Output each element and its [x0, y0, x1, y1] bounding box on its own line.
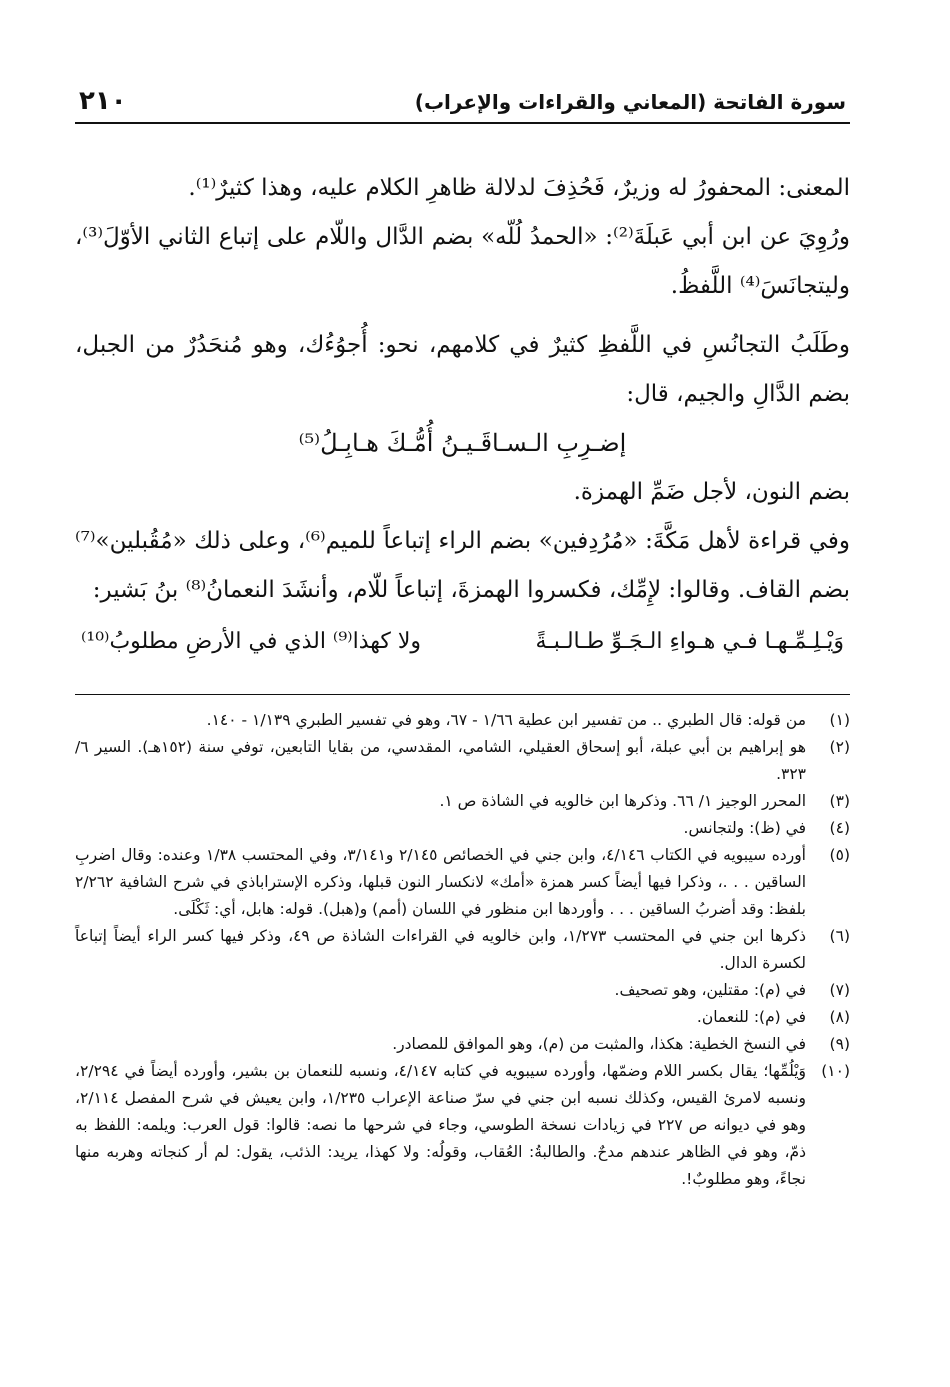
footnotes [75, 707, 850, 1193]
footnote [75, 815, 850, 842]
footnote-number: (٥) [829, 846, 850, 864]
footnote-text: في (م): للنعمان. [696, 1008, 806, 1026]
footnote [75, 923, 850, 977]
paragraph: وطَلَبُ التجانُسِ في اللَّفظِ كثيرٌ في كلامهم، نحو: أُجوُءُك، وهو مُنحَدُرٌ من الجبل، بضم الدَّالِ والجيم، قال: [75, 332, 850, 407]
footnote-number: (٢) [829, 738, 850, 756]
paragraph: المعنى: المحفورُ له وزيرٌ، فَحُذِفَ لدلالة ظاهرِ الكلام عليه، وهذا كثيرٌ⁽¹⁾. [188, 175, 850, 201]
footnote-number: (١) [829, 711, 850, 729]
footnote-text: في (م): مقتلين، وهو تصحيف. [614, 981, 806, 999]
paragraph: وفي قراءة لأهل مَكَّةَ: «مُرُدِفين» بضم الراء إتباعاً للميم⁽⁶⁾، وعلى ذلك «مُقُبلين»⁽⁷⁾ بضم القاف. وقالوا: لإِمِّك، فكسروا الهمزةَ، إتباعاً للّام، وأنشَدَ النعمانُ⁽⁸⁾ بنُ بَشير: [75, 528, 850, 603]
page [75, 86, 850, 1193]
footnote [75, 1031, 850, 1058]
page-number: ٢١٠ [79, 86, 127, 116]
footnote-text: هو إبراهيم بن أبي عبلة، أبو إسحاق العقيلي، الشامي، المقدسي، من بقايا التابعين، توفي سنة (١٥٢هـ). السير ٦/ ٣٢٣. [75, 738, 806, 783]
footnote [75, 788, 850, 815]
footnote-number: (١٠) [821, 1062, 850, 1080]
footnote [75, 842, 850, 923]
running-title: سورة الفاتحة (المعاني والقراءات والإعراب) [414, 90, 846, 114]
footnote-number: (٩) [829, 1035, 850, 1053]
footnote-number: (٦) [829, 927, 850, 945]
footnote-text: وَيْلُمِّها؛ يقال بكسر اللام وضمّها، وأورده سيبويه في كتابه ٤/١٤٧، ونسبه للنعمان بن بشير، وأورده أيضاً في ٢/٢٩٤، ونسبه لامرئ القيس، وكذلك نسبه ابن جني في سرّ صناعة الإعراب ١/٢٣٥، وابن يعيش في شرح المفصل ٢/١١٤، وهو في ديوانه ص ٢٢٧ في زيادات نسخة الطوسي، وجاء في شرحها ما نصه: قالوا: قول العرب: ويلمه: اللفظ به ذمّ، وهو في الظاهر عندهم مدحٌ. والطالبةُ: العُقاب، وقولُه: ولا كهذا، يريد: الذئب، يقول: لم أر كنجاته وهربه منها نجاءً، وهو مطلوبٌ!. [75, 1062, 806, 1188]
footnote-number: (٣) [829, 792, 850, 810]
footnote [75, 707, 850, 734]
footnote-text: أورده سيبويه في الكتاب ٤/١٤٦، وابن جني في الخصائص ٢/١٤٥ و٣/١٤١، وفي المحتسب ١/٣٨ وعنده: وقال اضربِ الساقين . . .، وذكرا فيها أيضاً كسر همزة «أمك» لانكسار النون قبلها، وذكره الإستراباذي في شرح الشافية ٢/٢٦٢ بلفظ: وقد أضربُ الساقين . . . وأوردها ابن منظور في اللسان (أمم) و(هبل). قوله: هابل، أي: ثَكْلَى. [75, 846, 806, 918]
footnote-text: من قوله: قال الطبري .. من تفسير ابن عطية ١/٦٦ - ٦٧، وهو في تفسير الطبري ١/١٣٩ - ١٤٠. [206, 711, 806, 729]
footnote [75, 1004, 850, 1031]
page-header [75, 86, 850, 124]
main-text [75, 164, 850, 666]
footnote-text: في (ظ): ولتجانس. [683, 819, 806, 837]
verse-line: إضـرِبِ الـسـاقَـيـنُ أُمُّـكَ هـابِـلُ⁽⁵⁾ [298, 429, 627, 457]
verse-couplet [75, 617, 850, 666]
paragraph: بضم النون، لأجل ضَمِّ الهمزة. [573, 479, 850, 505]
verse-hemistich-first: وَيْـلِـمِّـهـا فـي هـواءِ الـجَـوِّ طـالـبـةً [535, 629, 844, 654]
paragraph: ورُوِيَ عن ابن أبي عَبلَةَ⁽²⁾: «الحمدُ لُلّه» بضم الدَّال واللّام على إتباع الثاني الأوّلَ⁽³⁾، وليتجانَسَ⁽⁴⁾ اللَّفظُ. [75, 224, 850, 299]
footnote-divider [75, 694, 850, 695]
footnote [75, 1058, 850, 1193]
footnote [75, 977, 850, 1004]
footnote [75, 734, 850, 788]
verse-hemistich-second: ولا كهذا⁽⁹⁾ الذي في الأرضِ مطلوبُ⁽¹⁰⁾ [81, 629, 422, 654]
footnote-text: المحرر الوجيز ١/ ٦٦. وذكرها ابن خالويه في الشاذة ص ١. [439, 792, 806, 810]
footnote-text: في النسخ الخطية: هكذا، والمثبت من (م)، وهو الموافق للمصادر. [392, 1035, 806, 1053]
footnote-number: (٤) [829, 819, 850, 837]
footnote-number: (٨) [829, 1008, 850, 1026]
footnote-text: ذكرها ابن جني في المحتسب ١/٢٧٣، وابن خالويه في القراءات الشاذة ص ٤٩، وذكر فيها كسر الراء أيضاً إتباعاً لكسرة الدال. [75, 927, 806, 972]
footnote-number: (٧) [829, 981, 850, 999]
